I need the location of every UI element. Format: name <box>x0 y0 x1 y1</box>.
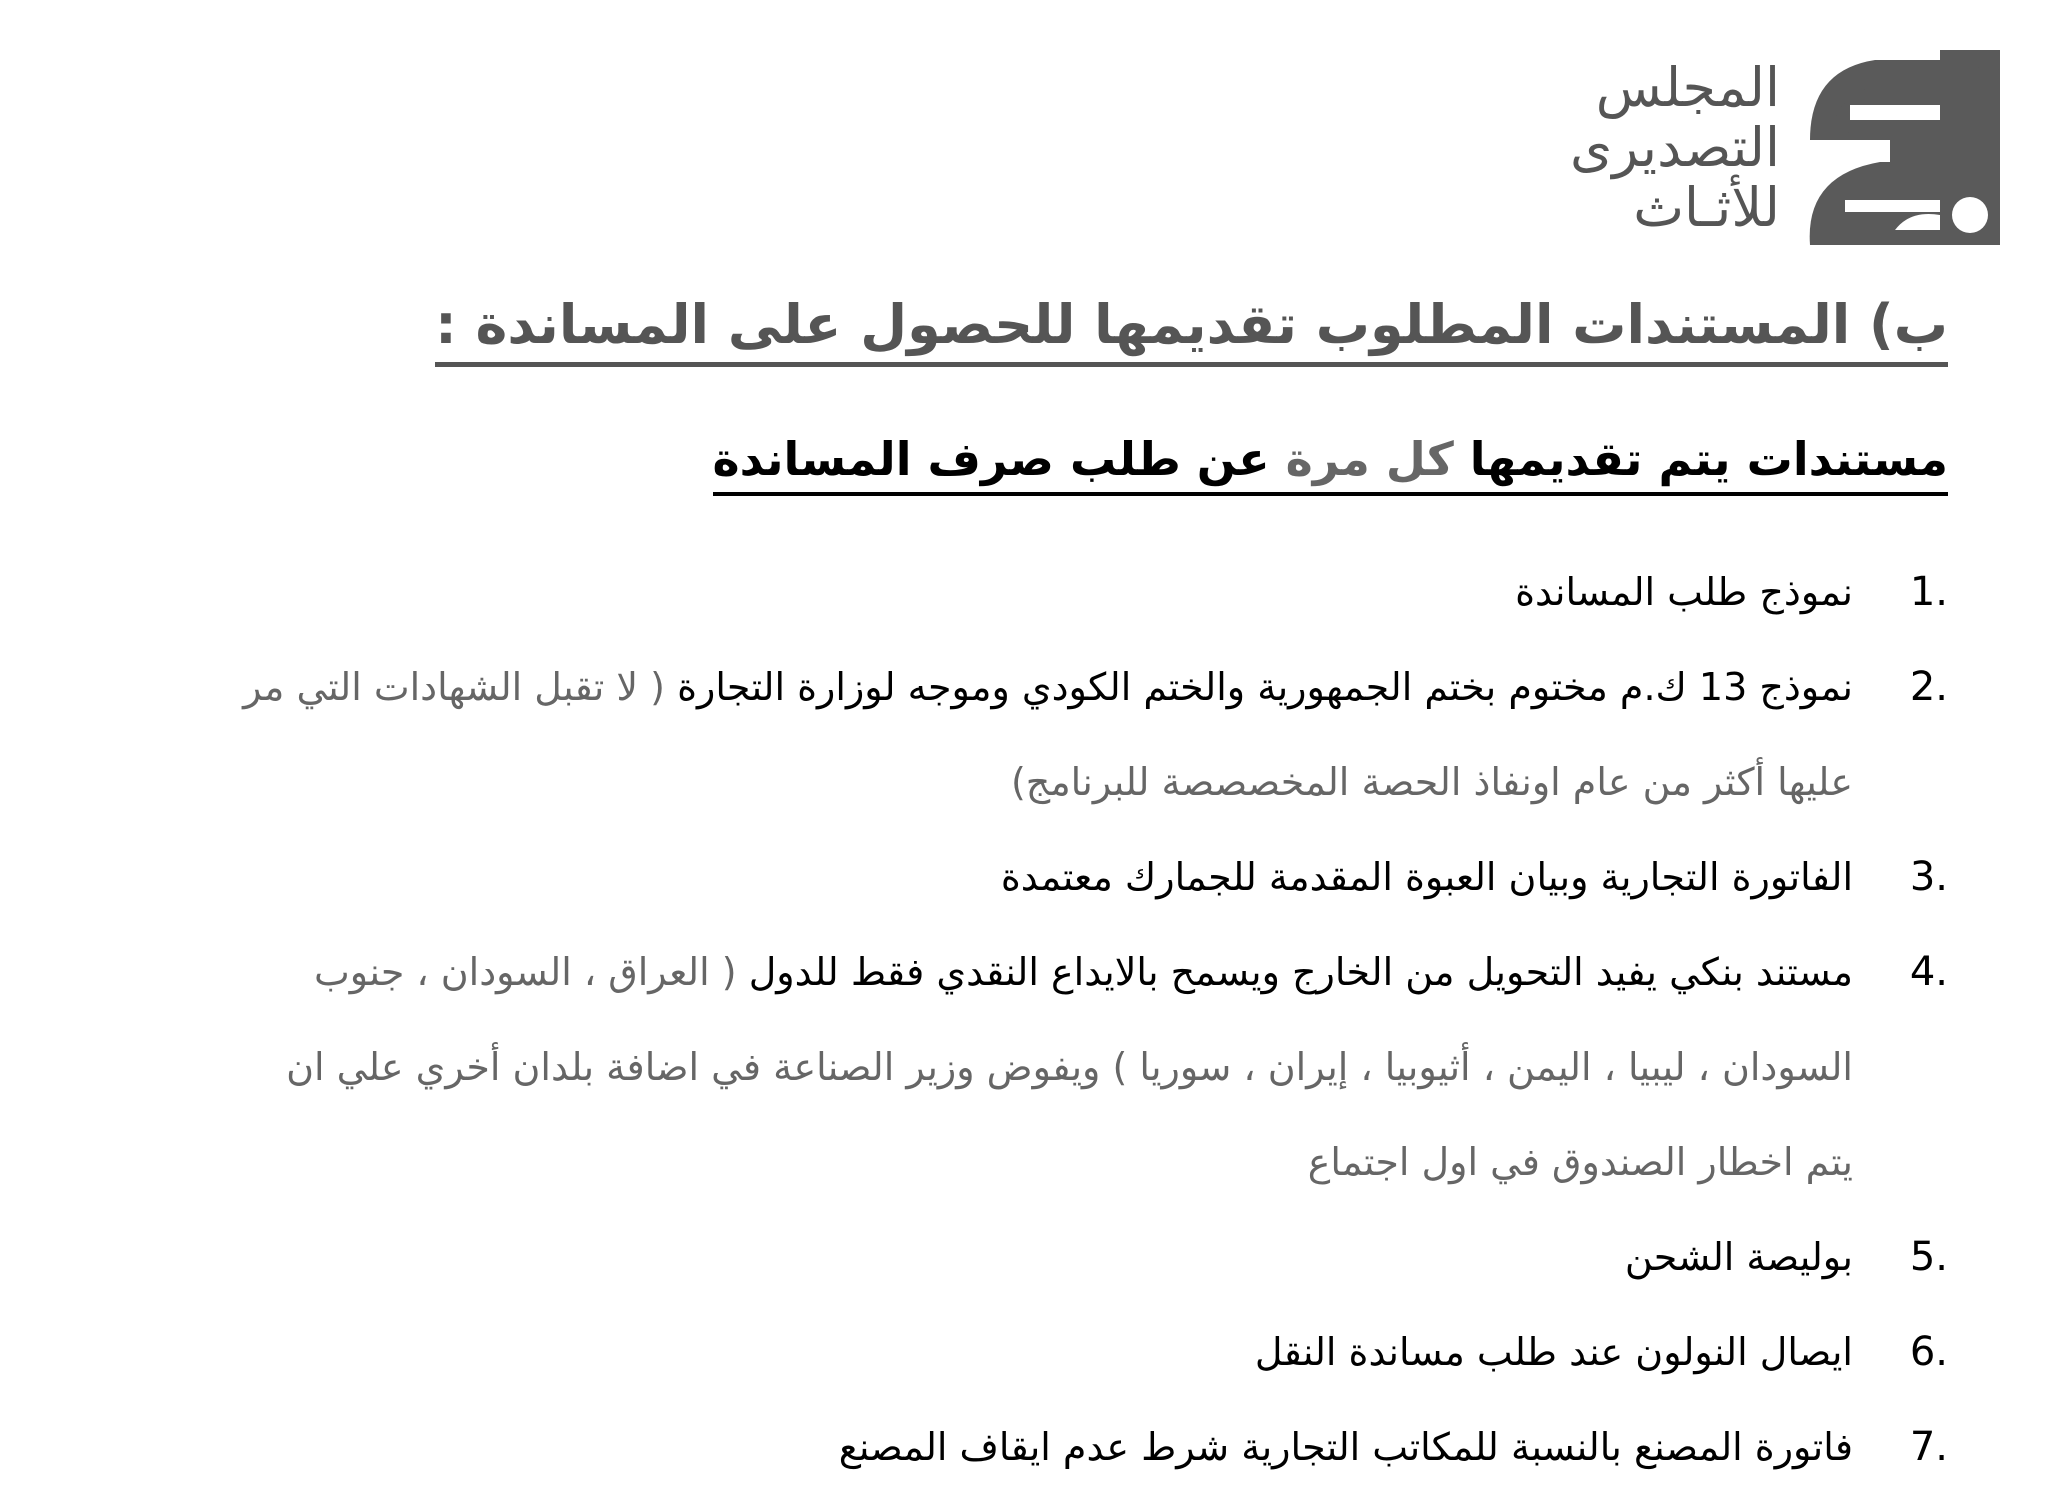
council-logo <box>1540 50 2000 245</box>
list-item <box>48 640 1948 830</box>
logo-line-1: المجلس <box>1595 56 1780 119</box>
logo-line-2: التصديرى <box>1569 116 1780 179</box>
list-item-text: الفاتورة التجارية وبيان العبوة المقدمة للجمارك معتمدة <box>1000 855 1853 899</box>
list-item-line: السودان ، ليبيا ، اليمن ، أثيوبيا ، إيران ، سوريا ) ويفوض وزير الصناعة في اضافة بلدان أخري علي ان <box>286 1045 1853 1089</box>
sub-heading-part-2: كل مرة <box>1285 432 1454 486</box>
list-item-line: مستند بنكي يفيد التحويل من الخارج ويسمح بالايداع النقدي فقط للدول ( العراق ، السودان ، جنوب <box>313 950 1853 994</box>
list-item <box>48 1400 1948 1495</box>
section-heading: ب) المستندات المطلوب تقديمها للحصول على المساندة : <box>435 290 1948 367</box>
list-item-text <box>153 925 1853 1210</box>
list-item-number: 4. <box>1909 949 1948 995</box>
efc-logo-mark-icon <box>1790 50 2000 245</box>
list-item-number: 6. <box>1909 1329 1948 1375</box>
list-item <box>48 925 1948 1210</box>
list-item-line: نموذج 13 ك.م مختوم بختم الجمهورية والختم الكودي وموجه لوزارة التجارة ( لا تقبل الشهادات التي مر <box>243 665 1853 709</box>
list-item-number: 7. <box>1909 1424 1948 1470</box>
list-item <box>48 545 1948 640</box>
list-item-number: 5. <box>1909 1234 1948 1280</box>
list-item-text: فاتورة المصنع بالنسبة للمكاتب التجارية شرط عدم ايقاف المصنع <box>838 1425 1853 1469</box>
logo-text <box>1530 58 1780 238</box>
list-item-line: عليها أكثر من عام اونفاذ الحصة المخصصصة للبرنامج) <box>1010 760 1853 804</box>
list-item-number: 2. <box>1909 664 1948 710</box>
sub-heading-part-3: عن طلب صرف المساندة <box>712 432 1270 486</box>
list-item-line: يتم اخطار الصندوق في اول اجتماع <box>1307 1140 1853 1184</box>
list-item-text: بوليصة الشحن <box>1624 1235 1853 1279</box>
list-item-text: ايصال النولون عند طلب مساندة النقل <box>1254 1330 1853 1374</box>
logo-line-3: للأثـاث <box>1633 176 1780 239</box>
list-item-text: نموذج طلب المساندة <box>1515 570 1853 614</box>
list-item-text <box>153 640 1853 830</box>
list-item-number: 3. <box>1909 854 1948 900</box>
list-item <box>48 1305 1948 1400</box>
list-item-number: 1. <box>1909 569 1948 615</box>
sub-heading-part-1: مستندات يتم تقديمها <box>1469 432 1948 486</box>
list-item <box>48 830 1948 925</box>
sub-heading <box>713 428 1949 496</box>
documents-list <box>48 545 1948 1495</box>
list-item <box>48 1210 1948 1305</box>
